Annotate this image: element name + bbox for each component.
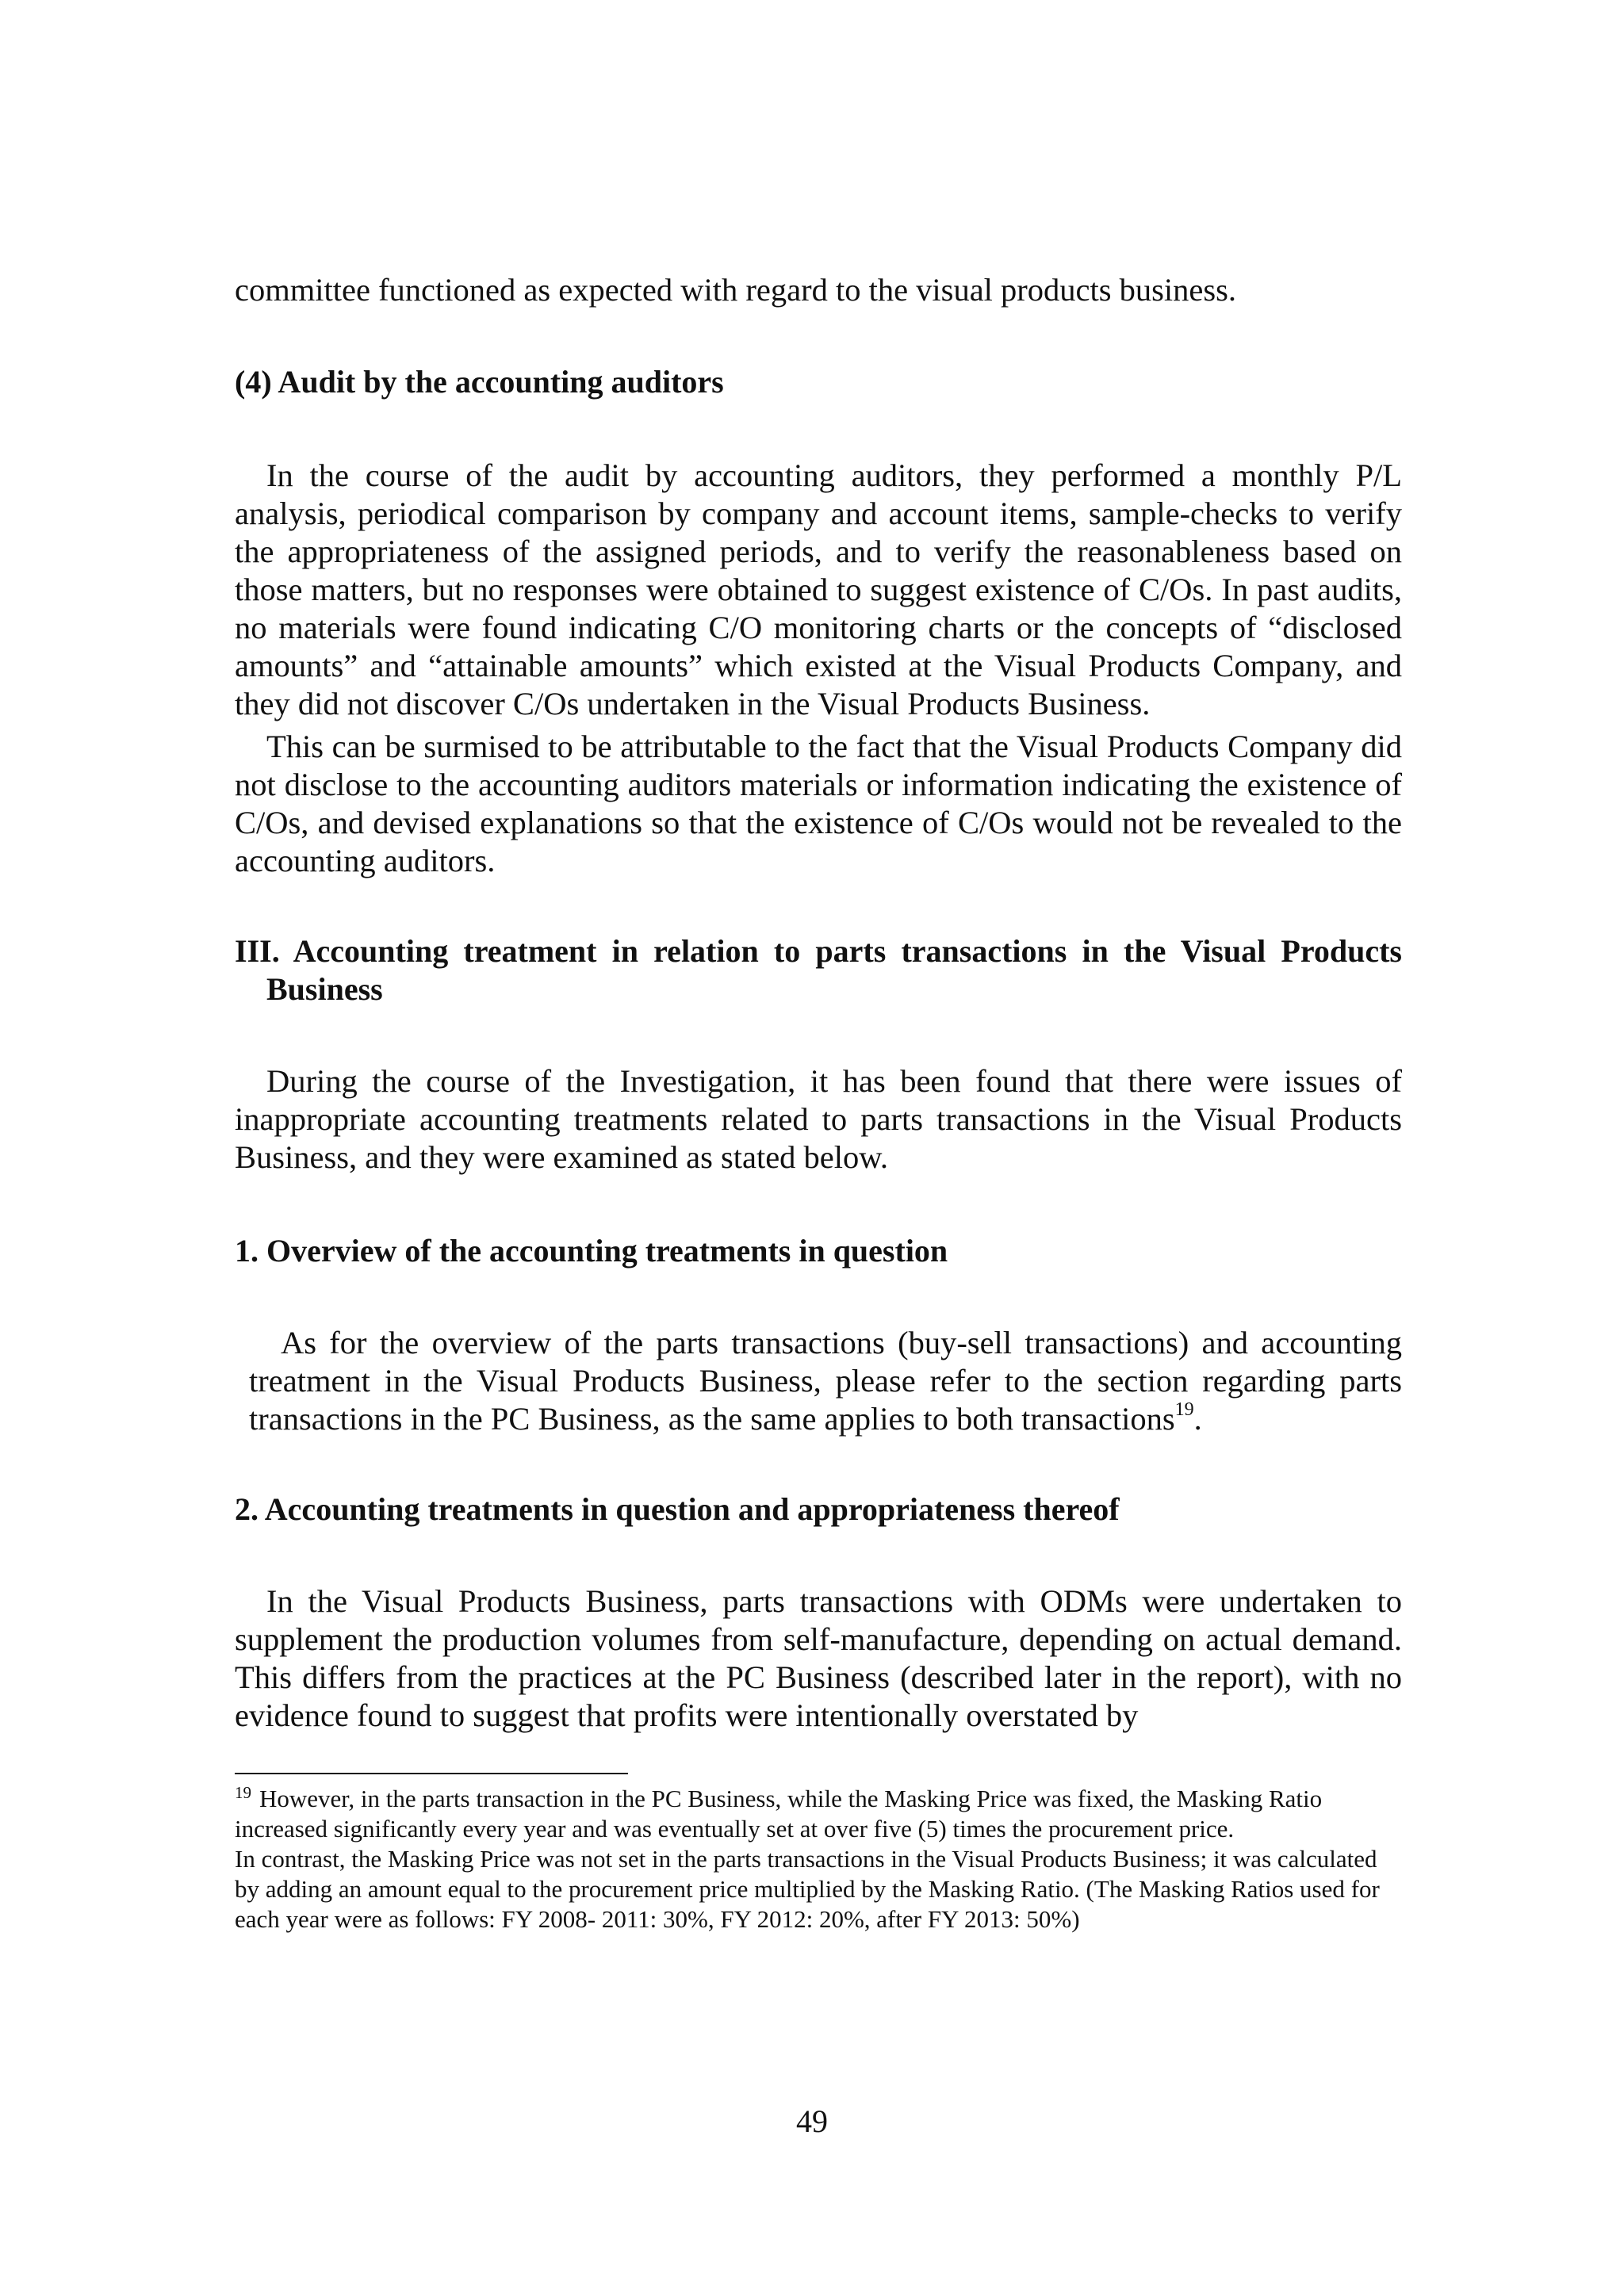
section-heading: III. Accounting treatment in relation to parts transactions in the Visual Products Business [235,933,1402,1007]
heading-audit-by-accounting-auditors [235,363,1402,401]
paragraph-text: During the course of the Investigation, it has been found that there were issues of inappropriate accounting treatments related to parts transactions in the Visual Products Business, and they were examined as stated below. [235,1063,1402,1175]
paragraph-text [249,1324,1402,1438]
overview-text: As for the overview of the parts transactions (buy-sell transactions) and accounting treatment in the Visual Products Business, please refer to the section regarding parts transactions in the PC Business, as the same applies to both transactions [249,1325,1402,1437]
footnote-text: However, in the parts transaction in the PC Business, while the Masking Price was fixed, the Masking Ratio increased significantly every year and was eventually set at over five (5) times the procurement price. [235,1785,1323,1843]
footnote-19 [235,1784,1402,1844]
heading-treatments [235,1490,1402,1529]
heading-overview [235,1232,1402,1270]
audit-paragraph-1 [235,457,1402,723]
overview-paragraph [249,1324,1402,1438]
overview-text-end: . [1193,1401,1202,1437]
footnote-reference: 19 [1174,1399,1194,1420]
paragraph-text: In the course of the audit by accounting auditors, they performed a monthly P/L analysis, periodical comparison by company and account items, sample-checks to verify the appropriateness of the assigned periods, and to verify the reasonableness based on those matters, but no responses were obtained to suggest existence of C/Os. In past audits, no materials were found indicating C/O monitoring charts or the concepts of “disclosed amounts” and “attainable amounts” which existed at the Visual Products Company, and they did not discover C/Os undertaken in the Visual Products Business. [235,457,1402,721]
paragraph-text: committee functioned as expected with regard to the visual products business. [235,272,1237,308]
audit-paragraph-2 [235,728,1402,880]
footnote-19-continued: In contrast, the Masking Price was not set in the parts transactions in the Visual Products Business; it was calculated by adding an amount equal to the procurement price multiplied by the Masking Ratio. (The Masking Ratios used for each year were as follows: FY 2008- 2011: 30%, FY 2012: 20%, after FY 2013: 50%) [235,1845,1380,1933]
paragraph-text: In the Visual Products Business, parts transactions with ODMs were undertaken to supplement the production volumes from self-manufacture, depending on actual demand. This differs from the practices at the PC Business (described later in the report), with no evidence found to suggest that profits were intentionally overstated by [235,1583,1402,1733]
paragraph-text: This can be surmised to be attributable to the fact that the Visual Products Company did not disclose to the accounting auditors materials or information indicating the existence of C/Os, and devised explanations so that the existence of C/Os would not be revealed to the accounting auditors. [235,729,1402,878]
continuation-paragraph [235,271,1402,309]
page-number: 49 [796,2103,828,2139]
treatments-paragraph [235,1582,1402,1735]
footnote-area [235,1784,1402,1934]
section-heading: 1. Overview of the accounting treatments in question [235,1233,948,1269]
section-iii-paragraph [235,1062,1402,1177]
section-heading: 2. Accounting treatments in question and appropriateness thereof [235,1491,1120,1527]
footnote-number: 19 [235,1782,251,1802]
footnote-divider [235,1773,628,1774]
section-heading: (4) Audit by the accounting auditors [235,364,724,400]
heading-section-iii [235,932,1402,1008]
